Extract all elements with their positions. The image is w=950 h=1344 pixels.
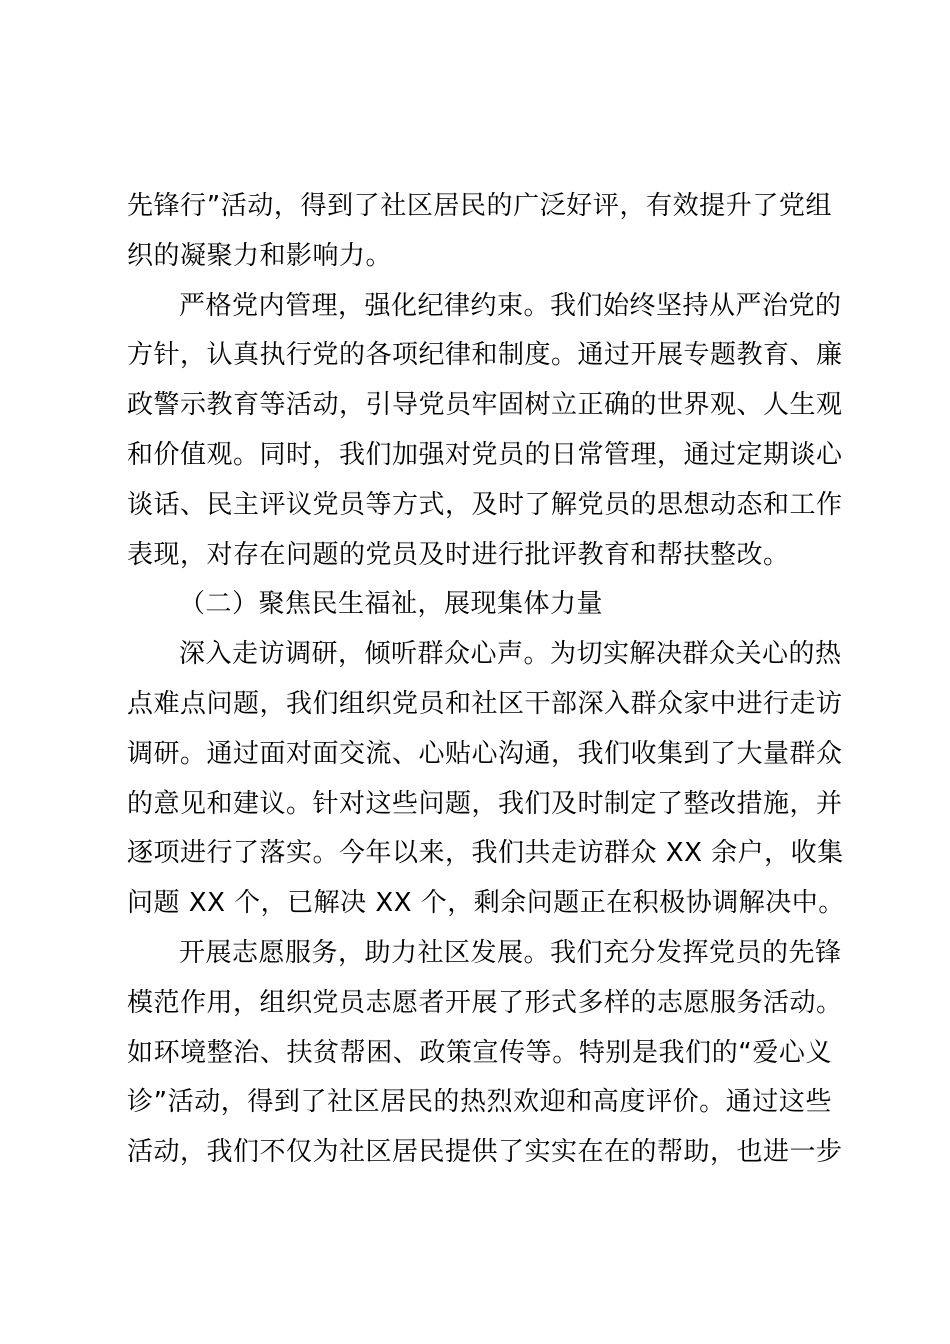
text-line: 开展志愿服务，助力社区发展。我们充分发挥党员的先锋 [179, 937, 842, 968]
text-line: 严格党内管理，强化纪律约束。我们始终坚持从严治党的 [179, 290, 842, 321]
section-heading-text: （二）聚焦民生福祉，展现集体力量 [179, 589, 604, 620]
text-line: 的意见和建议。针对这些问题，我们及时制定了整改措施，并 [127, 788, 843, 819]
section-heading [127, 580, 832, 630]
text-line: 先锋行”活动，得到了社区居民的广泛好评，有效提升了党组 [127, 191, 832, 221]
paragraph [127, 929, 843, 1178]
text-line: 政警示教育等活动，引导党员牢固树立正确的世界观、人生观 [127, 390, 843, 421]
paragraph [127, 630, 845, 929]
text-line: 表现，对存在问题的党员及时进行批评教育和帮扶整改。 [127, 539, 790, 570]
text-line: 调研。通过面对面交流、心贴心沟通，我们收集到了大量群众 [127, 738, 843, 769]
text-line: 点难点问题，我们组织党员和社区干部深入群众家中进行走访 [127, 688, 843, 719]
paragraph [127, 182, 832, 282]
text-line: 诊”活动，得到了社区居民的热烈欢迎和高度评价。通过这些 [127, 1087, 832, 1118]
text-line: 模范作用，组织党员志愿者开展了形式多样的志愿服务活动。 [127, 987, 843, 1018]
text-line: 方针，认真执行党的各项纪律和制度。通过开展专题教育、廉 [127, 340, 843, 371]
text-line: 织的凝聚力和影响力。 [127, 240, 393, 271]
text-line: 问题 XX 个，已解决 XX 个，剩余问题正在积极协调解决中。 [127, 888, 845, 919]
text-line: 逐项进行了落实。今年以来，我们共走访群众 XX 余户，收集 [127, 838, 844, 869]
text-line: 谈话、民主评议党员等方式，及时了解党员的思想动态和工作 [127, 489, 843, 520]
text-line: 深入走访调研，倾听群众心声。为切实解决群众关心的热 [179, 639, 842, 670]
text-line: 活动，我们不仅为社区居民提供了实实在在的帮助，也进一步 [127, 1137, 843, 1168]
document-body [127, 182, 845, 1178]
paragraph [127, 282, 843, 581]
text-line: 和价值观。同时，我们加强对党员的日常管理，通过定期谈心 [127, 439, 843, 470]
text-line: 如环境整治、扶贫帮困、政策宣传等。特别是我们的“爱心义 [127, 1037, 832, 1068]
